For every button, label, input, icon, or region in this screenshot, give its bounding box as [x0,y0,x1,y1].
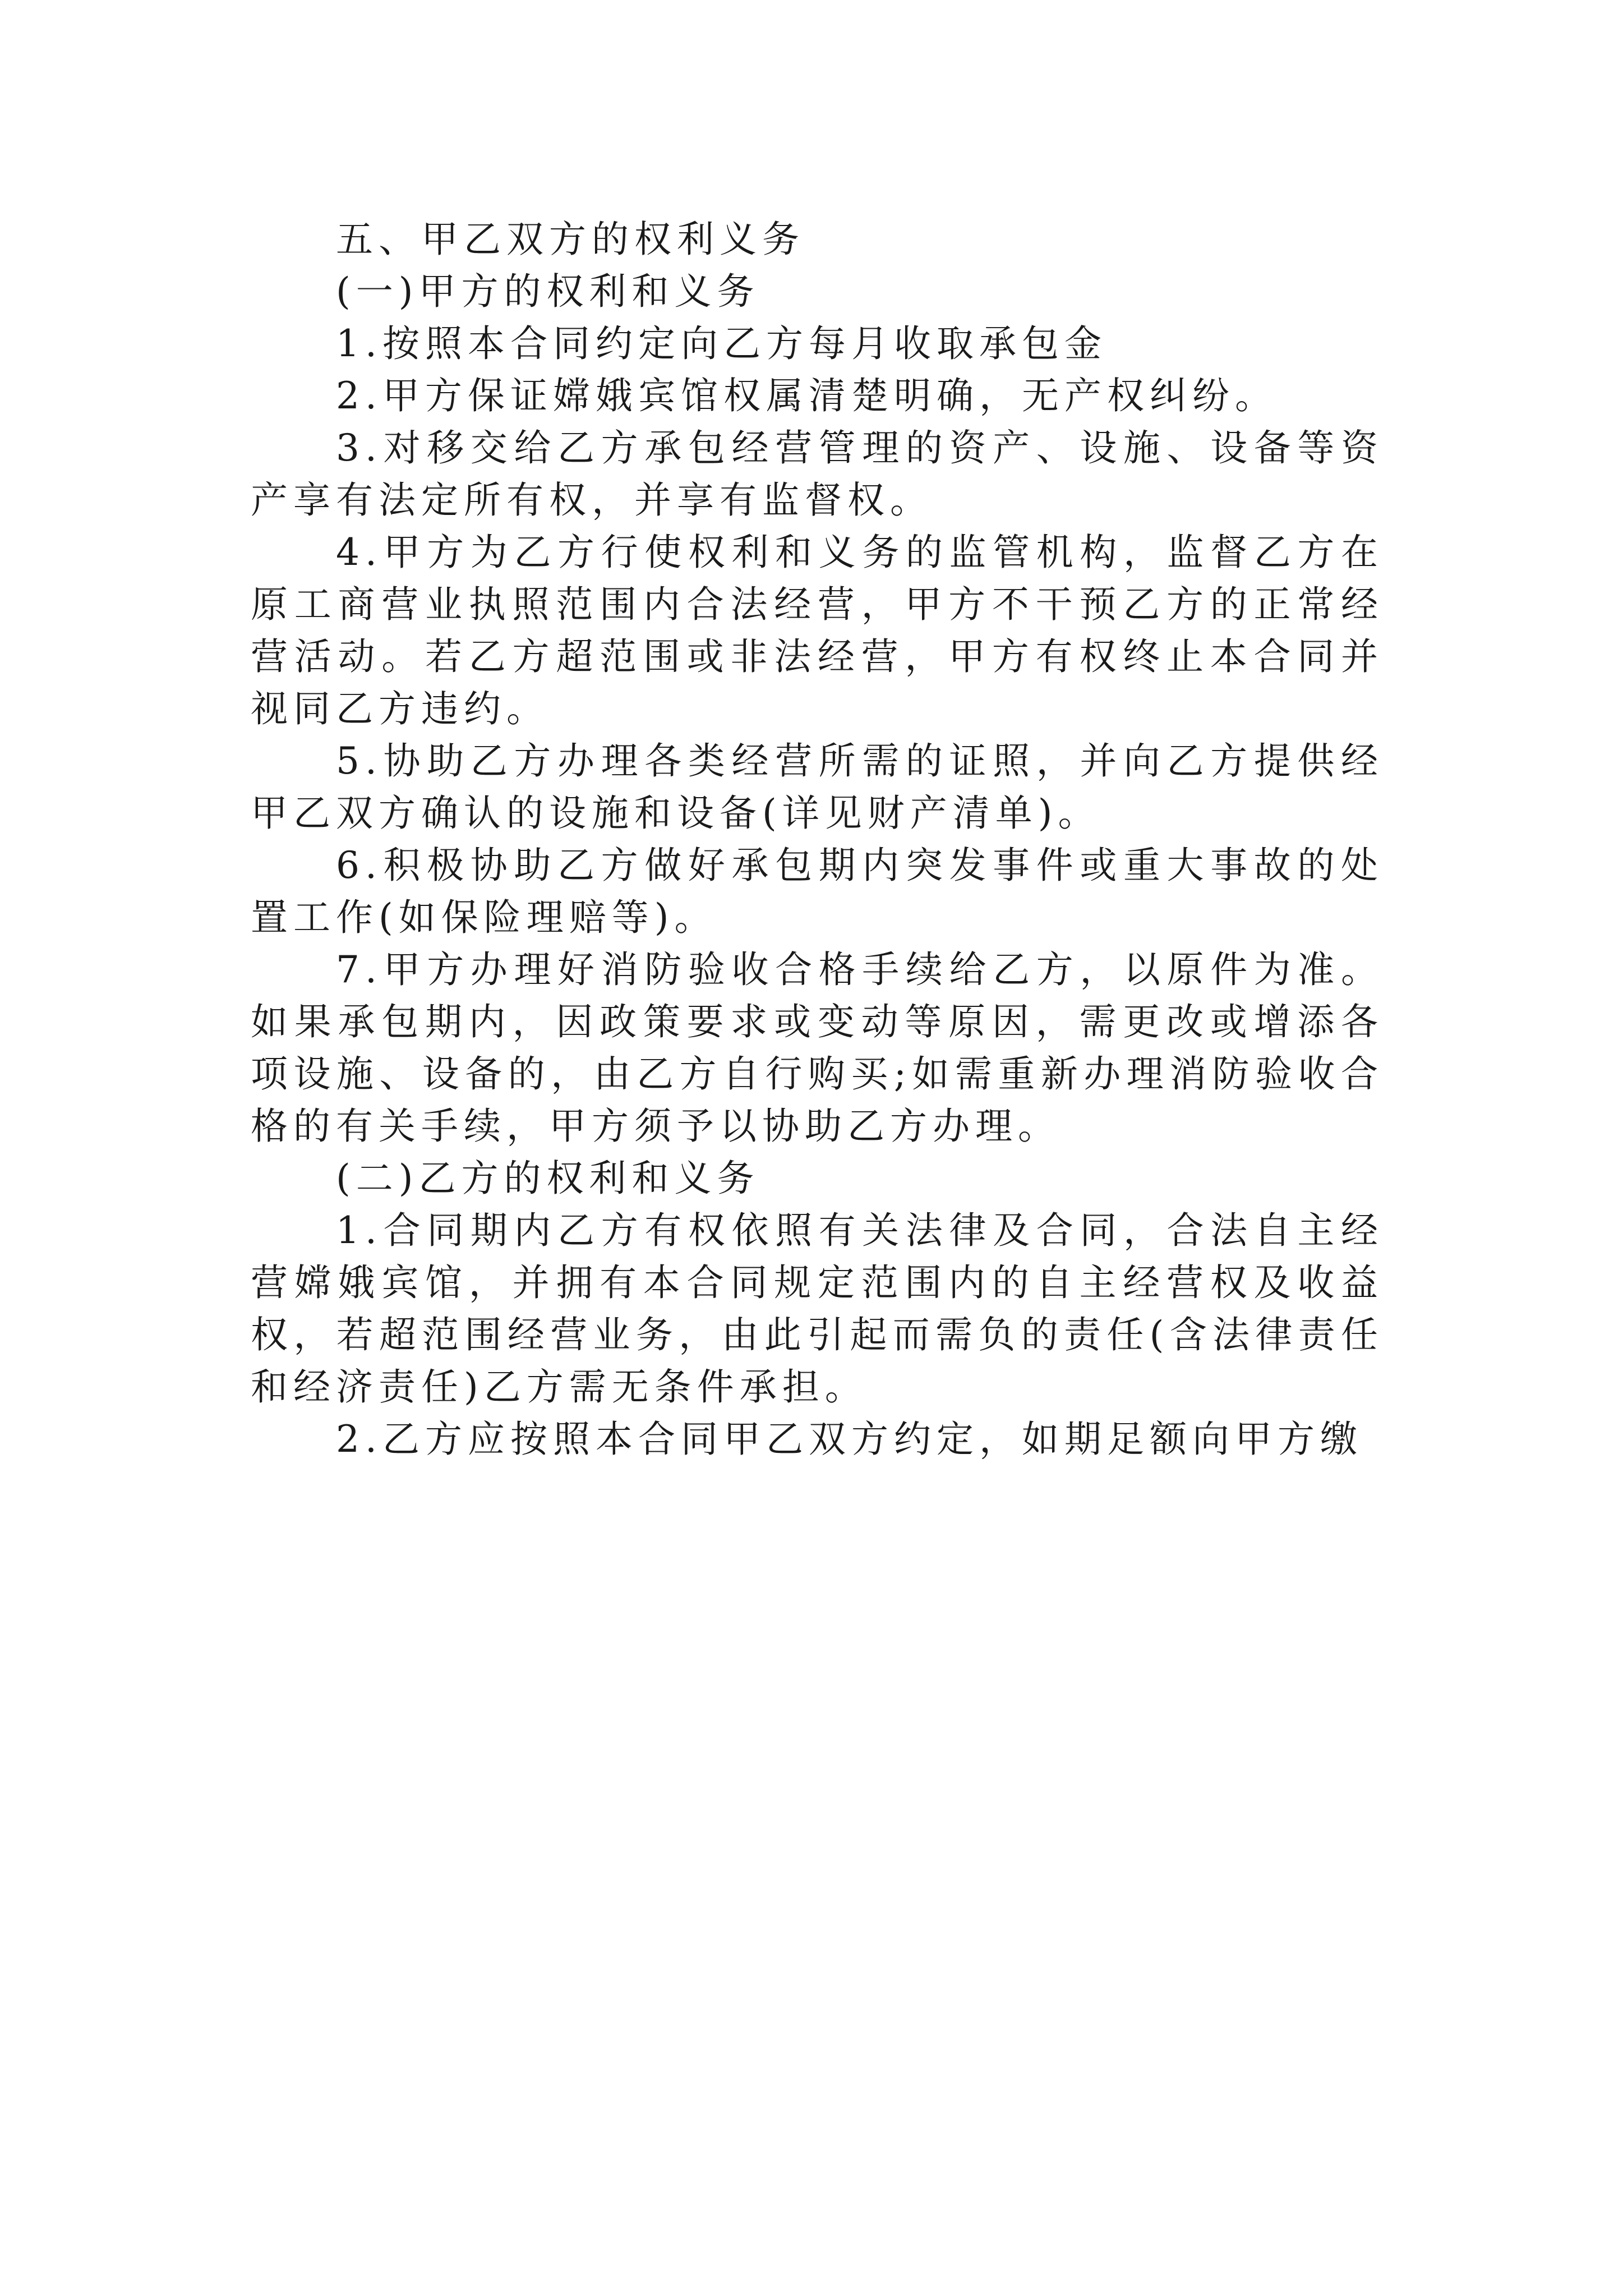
clause-a-6: 6.积极协助乙方做好承包期内突发事件或重大事故的处置工作(如保险理赔等)。 [251,844,1384,939]
clause-a-3: 3.对移交给乙方承包经营管理的资产、设施、设备等资产享有法定所有权，并享有监督权。 [251,426,1384,522]
document-body [251,213,1384,1465]
subsection-heading-party-b: (二)乙方的权利和义务 [336,1157,760,1200]
clause-b-1: 1.合同期内乙方有权依照有关法律及合同，合法自主经营嫦娥宾馆，并拥有本合同规定范围内的自主经营权及收益权，若超范围经营业务，由此引起而需负的责任(含法律责任和经济责任)乙方需无条件承担。 [251,1209,1384,1409]
clause-a-1: 1.按照本合同约定向乙方每月收取承包金 [336,322,1107,365]
clause-a-7: 7.甲方办理好消防验收合格手续给乙方，以原件为准。如果承包期内，因政策要求或变动等原因，需更改或增添各项设施、设备的，由乙方自行购买;如需重新办理消防验收合格的有关手续，甲方须予以协助乙方办理。 [251,948,1384,1148]
clause-a-5: 5.协助乙方办理各类经营所需的证照，并向乙方提供经甲乙双方确认的设施和设备(详见财产清单)。 [251,739,1384,835]
clause-a-4: 4.甲方为乙方行使权利和义务的监管机构，监督乙方在原工商营业执照范围内合法经营，甲方不干预乙方的正常经营活动。若乙方超范围或非法经营，甲方有权终止本合同并视同乙方违约。 [251,531,1384,730]
clause-b-2: 2.乙方应按照本合同甲乙双方约定，如期足额向甲方缴 [336,1418,1363,1461]
clause-a-2: 2.甲方保证嫦娥宾馆权属清楚明确，无产权纠纷。 [336,374,1278,417]
section-heading: 五、甲乙双方的权利义务 [336,218,805,261]
subsection-heading-party-a: (一)甲方的权利和义务 [336,270,760,313]
